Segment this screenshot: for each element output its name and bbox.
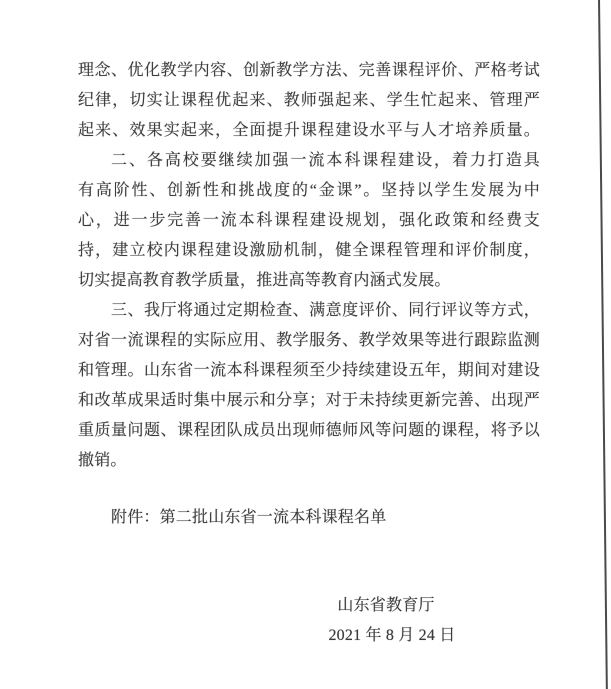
body-text-line: 切实提高教育教学质量，推进高等教育内涵式发展。 — [78, 272, 451, 289]
body-text-line: 和管理。山东省一流本科课程须至少持续建设五年，期间对建设 — [78, 362, 540, 379]
body-text-line: 持，建立校内课程建设激励机制，健全课程管理和评价制度， — [78, 242, 540, 259]
body-text-line: 重质量问题、课程团队成员出现师德师风等问题的课程，将予以 — [78, 422, 540, 439]
attachment-line: 附件：第二批山东省一流本科课程名单 — [111, 509, 387, 526]
document-body — [78, 56, 540, 533]
body-text-line: 有高阶性、创新性和挑战度的“金课”。坚持以学生发展为中 — [78, 182, 540, 199]
body-text-line: 对省一流课程的实际应用、教学服务、教学效果等进行跟踪监测 — [78, 332, 540, 349]
body-text-line: 纪律，切实让课程优起来、教师强起来、学生忙起来、管理严 — [78, 92, 540, 109]
body-text-line: 心，进一步完善一流本科课程建设规划，强化政策和经费支 — [78, 212, 540, 229]
issuer-name: 山东省教育厅 — [337, 597, 435, 614]
signature-block — [292, 591, 492, 651]
body-text-line: 三、我厅将通过定期检查、满意度评价、同行评议等方式， — [111, 302, 540, 319]
body-text-line: 撤销。 — [78, 452, 127, 469]
body-text-line: 二、各高校要继续加强一流本科课程建设，着力打造具 — [111, 152, 540, 169]
page-scan-edge-line — [598, 0, 608, 689]
body-text-line: 起来、效果实起来，全面提升课程建设水平与人才培养质量。 — [78, 122, 540, 139]
body-text-line: 和改革成果适时集中展示和分享；对于未持续更新完善、出现严 — [78, 392, 540, 409]
body-text-line: 理念、优化教学内容、创新教学方法、完善课程评价、严格考试 — [78, 62, 540, 79]
issue-date: 2021 年 8 月 24 日 — [328, 627, 456, 644]
